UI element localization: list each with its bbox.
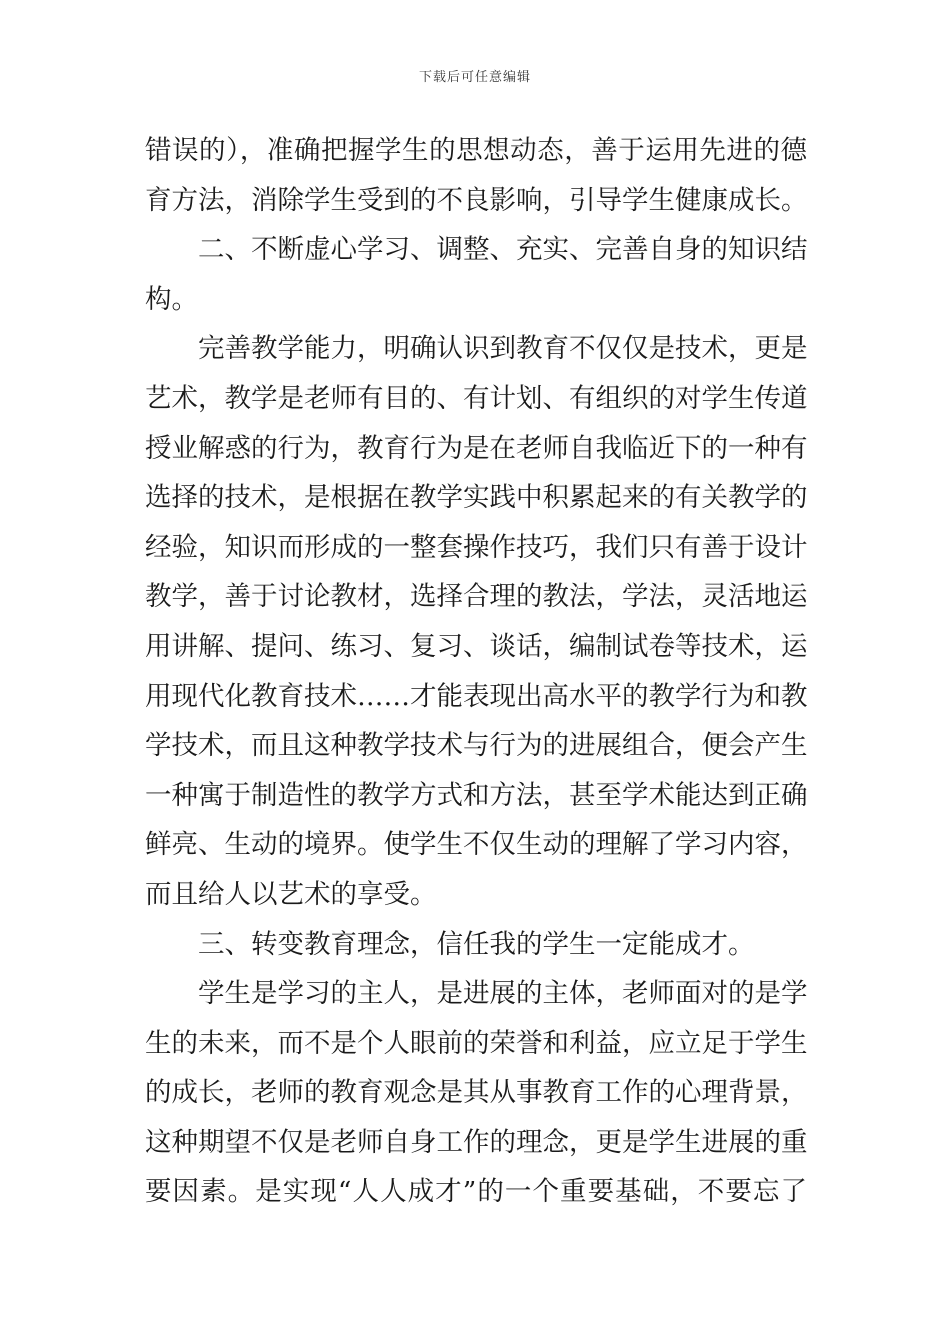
page-header: 下载后可任意编辑 bbox=[418, 70, 531, 85]
text-line: 生的未来，而不是个人眼前的荣誉和利益，应立足于学生 bbox=[145, 1027, 807, 1059]
text-line: 而且给人以艺术的享受。 bbox=[145, 878, 437, 910]
text-line: 教学，善于讨论教材，选择合理的教法，学法，灵活地运 bbox=[145, 581, 807, 613]
text-line: 授业解惑的行为，教育行为是在老师自我临近下的一种有 bbox=[145, 432, 807, 464]
text-line: 三、转变教育理念，信任我的学生一定能成才。 bbox=[198, 928, 755, 960]
text-line: 用现代化教育技术……才能表现出高水平的教学行为和教 bbox=[145, 680, 807, 712]
text-line: 构。 bbox=[145, 283, 198, 315]
text-line: 学技术，而且这种教学技术与行为的进展组合，便会产生 bbox=[145, 730, 807, 762]
text-line: 一种寓于制造性的教学方式和方法，甚至学术能达到正确 bbox=[145, 779, 807, 811]
text-line: 错误的），准确把握学生的思想动态，善于运用先进的德 bbox=[145, 135, 807, 166]
text-line: 育方法，消除学生受到的不良影响，引导学生健康成长。 bbox=[145, 184, 807, 216]
text-line: 二、不断虚心学习、调整、充实、完善自身的知识结 bbox=[198, 234, 807, 266]
text-line: 的成长，老师的教育观念是其从事教育工作的心理背景， bbox=[145, 1077, 807, 1109]
text-line: 完善教学能力，明确认识到教育不仅仅是技术，更是 bbox=[198, 333, 807, 365]
text-line: 用讲解、提问、练习、复习、谈话，编制试卷等技术，运 bbox=[145, 630, 807, 662]
text-line: 经验，知识而形成的一整套操作技巧，我们只有善于设计 bbox=[145, 531, 807, 563]
text-line: 艺术，教学是老师有目的、有计划、有组织的对学生传道 bbox=[145, 382, 807, 414]
document-body bbox=[145, 126, 807, 1217]
text-line: 鲜亮、生动的境界。使学生不仅生动的理解了学习内容， bbox=[145, 829, 807, 861]
text-line: 选择的技术，是根据在教学实践中积累起来的有关教学的 bbox=[145, 482, 807, 514]
text-line: 要因素。是实现“人人成才”的一个重要基础，不要忘了 bbox=[145, 1176, 807, 1208]
text-line: 这种期望不仅是老师自身工作的理念，更是学生进展的重 bbox=[145, 1126, 807, 1158]
text-line: 学生是学习的主人，是进展的主体，老师面对的是学 bbox=[198, 978, 807, 1010]
